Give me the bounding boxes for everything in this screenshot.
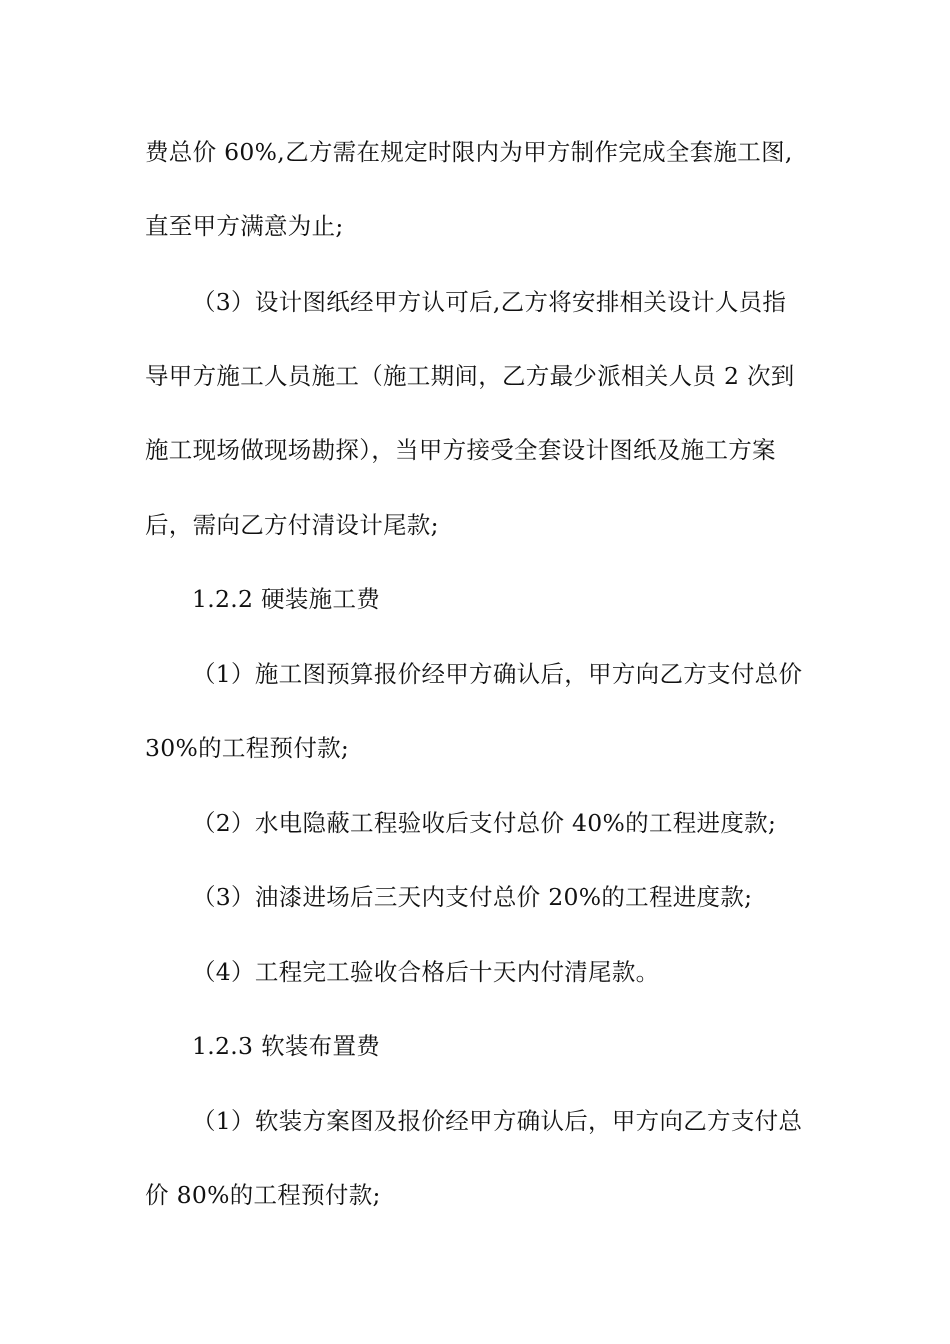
paragraph-line: 后，需向乙方付清设计尾款; xyxy=(145,511,439,539)
paragraph-line: 价 80%的工程预付款; xyxy=(145,1181,381,1209)
section-heading: 1.2.2 硬装施工费 xyxy=(192,585,381,613)
paragraph-line: 30%的工程预付款; xyxy=(145,734,350,762)
paragraph-line: （2）水电隐蔽工程验收后支付总价 40%的工程进度款; xyxy=(192,809,777,837)
paragraph-line: （3）设计图纸经甲方认可后,乙方将安排相关设计人员指 xyxy=(192,288,787,316)
paragraph-line: 导甲方施工人员施工（施工期间，乙方最少派相关人员 2 次到 xyxy=(145,362,795,390)
paragraph-line: （4）工程完工验收合格后十天内付清尾款。 xyxy=(192,958,660,986)
paragraph-line: （3）油漆进场后三天内支付总价 20%的工程进度款; xyxy=(192,883,753,911)
paragraph-line: 施工现场做现场勘探），当甲方接受全套设计图纸及施工方案 xyxy=(145,436,776,464)
paragraph-line: 费总价 60%,乙方需在规定时限内为甲方制作完成全套施工图, xyxy=(145,138,793,166)
paragraph-line: （1）软装方案图及报价经甲方确认后，甲方向乙方支付总 xyxy=(192,1107,803,1135)
section-heading: 1.2.3 软装布置费 xyxy=(192,1032,381,1060)
paragraph-line: （1）施工图预算报价经甲方确认后，甲方向乙方支付总价 xyxy=(192,660,803,688)
paragraph-line: 直至甲方满意为止; xyxy=(145,212,344,240)
